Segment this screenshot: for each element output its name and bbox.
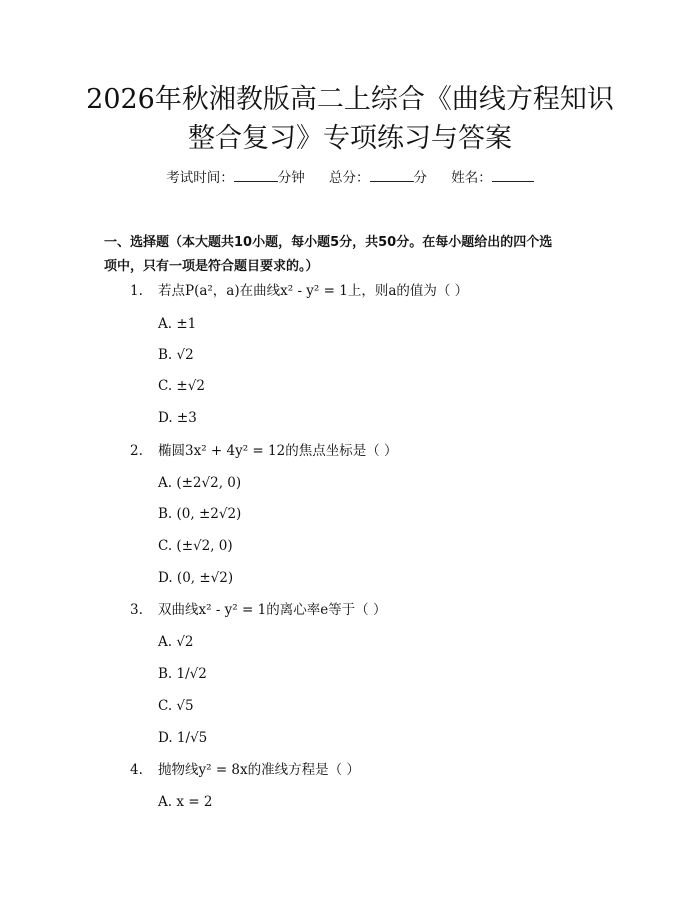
total-score-field [329, 168, 427, 188]
question-2-number: 2. [130, 443, 143, 459]
question-2-option-d: D. (0, ±√2) [158, 570, 234, 586]
question-3-option-d: D. 1/√5 [158, 730, 208, 746]
question-3-text: 双曲线x² - y² = 1的离心率e等于（ ） [158, 602, 387, 618]
question-2-option-b: B. (0, ±2√2) [158, 506, 242, 522]
question-1-option-d: D. ±3 [158, 410, 197, 426]
total-score-label: 总分： [329, 170, 370, 186]
question-3 [130, 600, 386, 620]
student-name-label: 姓名： [451, 170, 492, 186]
total-score-unit: 分 [413, 170, 427, 186]
section-heading-line-1: 一、选择题（本大题共10小题，每小题5分，共50分。在每小题给出的四个选 [104, 235, 553, 250]
exam-time-blank[interactable] [234, 168, 278, 182]
student-name-blank[interactable] [492, 168, 534, 182]
question-2 [130, 441, 398, 461]
question-1 [130, 281, 468, 301]
question-1-option-c: C. ±√2 [158, 378, 205, 394]
question-1-option-a: A. ±1 [158, 316, 197, 332]
question-4 [130, 760, 360, 780]
question-4-option-a: A. x = 2 [158, 794, 213, 810]
question-4-number: 4. [130, 762, 143, 778]
exam-info-bar [0, 168, 700, 188]
question-2-option-a: A. (±2√2, 0) [158, 475, 242, 491]
question-3-option-c: C. √5 [158, 698, 194, 714]
question-3-option-a: A. √2 [158, 634, 194, 650]
question-2-option-c: C. (±√2, 0) [158, 538, 233, 554]
question-1-text: 若点P(a²，a)在曲线x² - y² = 1上，则a的值为（ ） [158, 283, 469, 299]
question-3-number: 3. [130, 602, 143, 618]
question-2-text: 椭圆3x² + 4y² = 12的焦点坐标是（ ） [158, 443, 398, 459]
page-title-line-2: 整合复习》专项练习与答案 [188, 123, 512, 154]
question-1-option-b: B. √2 [158, 347, 194, 363]
total-score-blank[interactable] [370, 168, 414, 182]
student-name-field [451, 168, 534, 188]
question-1-number: 1. [130, 283, 143, 299]
question-3-option-b: B. 1/√2 [158, 666, 207, 682]
exam-time-unit: 分钟 [277, 170, 305, 186]
exam-time-label: 考试时间： [166, 170, 234, 186]
exam-time-field [166, 168, 305, 188]
question-4-text: 抛物线y² = 8x的准线方程是（ ） [158, 762, 360, 778]
page-title-line-1: 2026年秋湘教版高二上综合《曲线方程知识 [86, 84, 614, 115]
section-heading-line-2: 项中，只有一项是符合题目要求的。） [104, 259, 319, 274]
